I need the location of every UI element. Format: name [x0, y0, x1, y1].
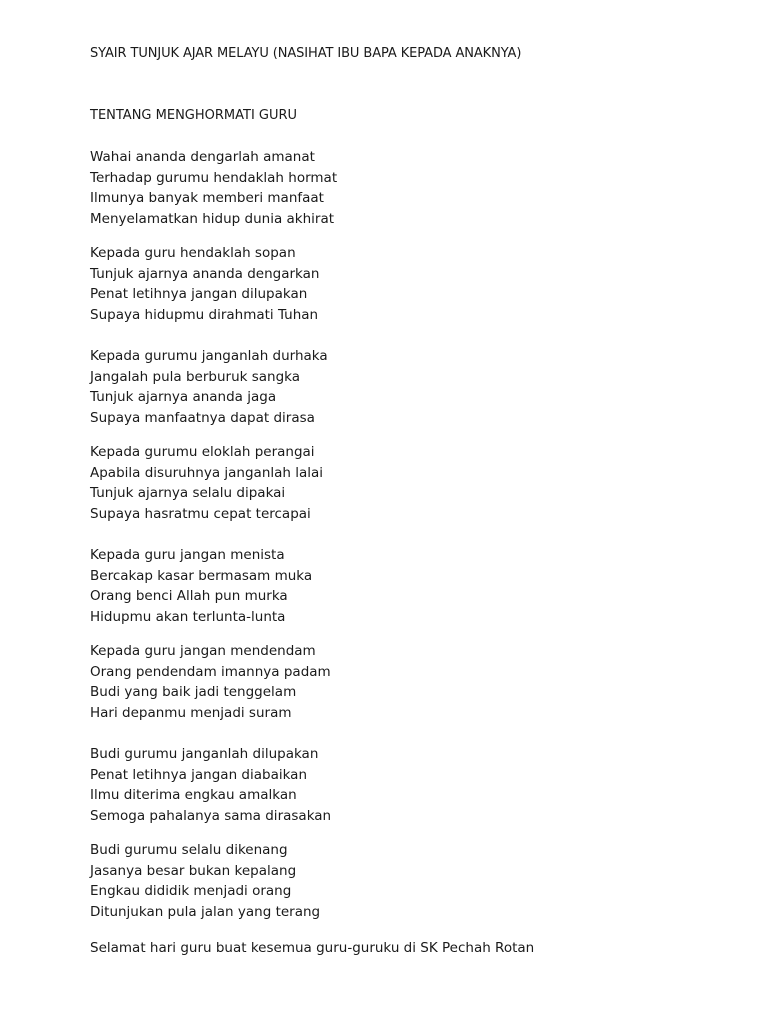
stanza-line: Penat letihnya jangan diabaikan	[90, 766, 308, 783]
stanza-line: Kepada guru hendaklah sopan	[90, 245, 296, 261]
stanza-line: Ilmunya banyak memberi manfaat	[90, 190, 324, 207]
stanza-4	[90, 442, 323, 525]
stanza-line: Budi gurumu selalu dikenang	[90, 842, 288, 858]
stanza-6	[90, 641, 331, 724]
stanza-line: Orang pendendam imannya padam	[90, 663, 331, 680]
stanza-line: Tunjuk ajarnya ananda dengarkan	[90, 265, 320, 282]
stanza-3	[90, 346, 328, 429]
stanza-line: Engkau dididik menjadi orang	[90, 883, 292, 900]
section-heading: TENTANG MENGHORMATI GURU	[90, 108, 298, 123]
stanza-line: Kepada gurumu janganlah durhaka	[90, 348, 328, 364]
stanza-line: Kepada gurumu eloklah perangai	[90, 444, 315, 460]
stanza-line: Apabila disuruhnya janganlah lalai	[90, 464, 324, 481]
stanza-line: Jangalah pula berburuk sangka	[90, 368, 301, 385]
stanza-line: Supaya hidupmu dirahmati Tuhan	[90, 307, 319, 324]
stanza-line: Bercakap kasar bermasam muka	[90, 567, 313, 584]
stanza-line: Orang benci Allah pun murka	[90, 588, 288, 605]
closing-line: Selamat hari guru buat kesemua guru-guruku di SK Pechah Rotan	[90, 940, 535, 956]
stanza-line: Budi yang baik jadi tenggelam	[90, 684, 297, 701]
stanza-line: Kepada guru jangan menista	[90, 547, 285, 563]
stanza-line: Budi gurumu janganlah dilupakan	[90, 746, 319, 762]
stanza-line: Jasanya besar bukan kepalang	[90, 862, 297, 879]
stanza-line: Ilmu diterima engkau amalkan	[90, 787, 297, 804]
stanza-line: Hari depanmu menjadi suram	[90, 705, 292, 722]
stanza-5	[90, 545, 312, 628]
stanza-line: Ditunjukan pula jalan yang terang	[90, 904, 321, 921]
stanza-7	[90, 744, 331, 827]
stanza-line: Wahai ananda dengarlah amanat	[90, 149, 315, 165]
stanza-line: Semoga pahalanya sama dirasakan	[90, 808, 332, 825]
stanza-line: Tunjuk ajarnya ananda jaga	[90, 389, 277, 406]
stanza-line: Menyelamatkan hidup dunia akhirat	[90, 211, 335, 228]
stanza-line: Penat letihnya jangan dilupakan	[90, 286, 308, 303]
stanza-1	[90, 147, 337, 230]
stanza-2	[90, 243, 319, 326]
stanza-line: Tunjuk ajarnya selalu dipakai	[90, 485, 286, 502]
stanza-line: Supaya hasratmu cepat tercapai	[90, 506, 311, 523]
document-title: SYAIR TUNJUK AJAR MELAYU (NASIHAT IBU BAPA KEPADA ANAKNYA)	[90, 46, 522, 61]
stanza-line: Kepada guru jangan mendendam	[90, 643, 316, 659]
stanza-line: Hidupmu akan terlunta-lunta	[90, 609, 286, 626]
stanza-line: Supaya manfaatnya dapat dirasa	[90, 410, 315, 427]
stanza-line: Terhadap gurumu hendaklah hormat	[90, 169, 338, 186]
stanza-8	[90, 840, 320, 923]
